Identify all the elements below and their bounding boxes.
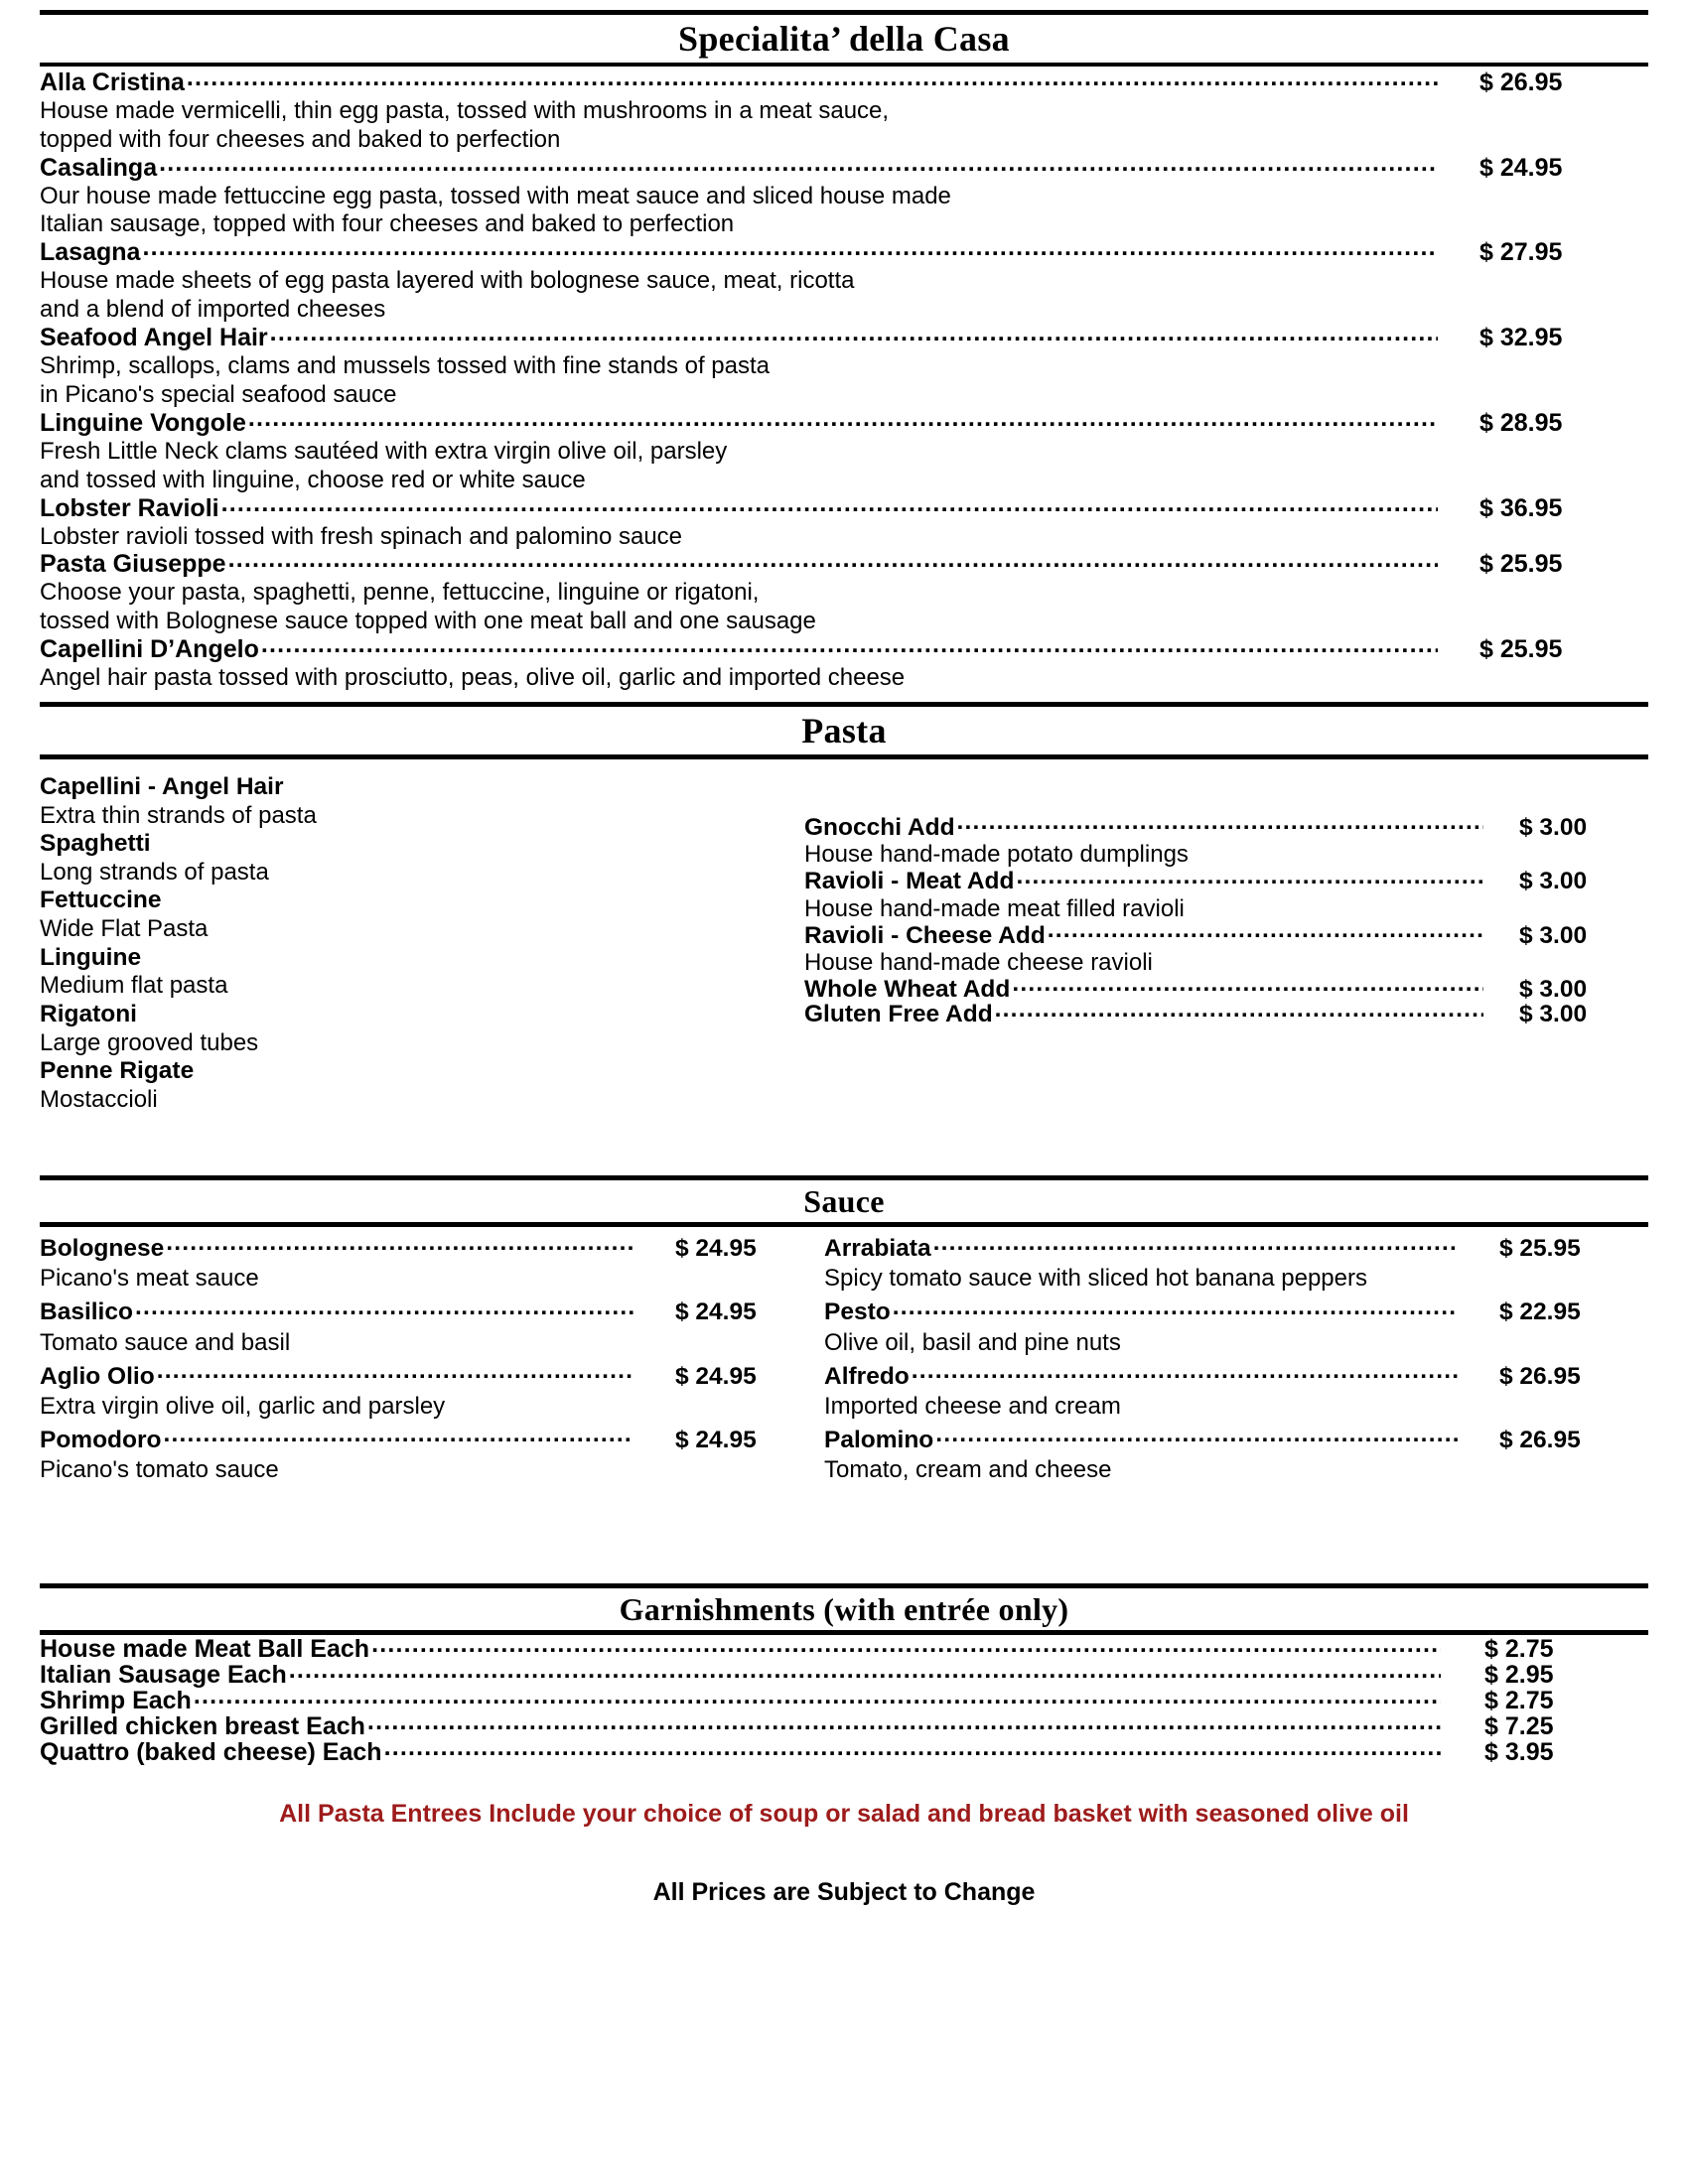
- item-price: $ 3.95: [1484, 1737, 1554, 1766]
- pasta-type-name: Capellini - Angel Hair: [40, 772, 284, 800]
- item-description-line: Extra virgin olive oil, garlic and parsley: [40, 1393, 446, 1420]
- sauce-item: [40, 1426, 824, 1484]
- addon-item: [804, 923, 1648, 977]
- item-header-row: [40, 1426, 824, 1453]
- item-price: $ 3.00: [1519, 921, 1588, 949]
- menu-item: [40, 68, 1648, 154]
- item-description-line: topped with four cheeses and baked to perfection: [40, 125, 561, 153]
- item-description-line: Tomato, cream and cheese: [824, 1456, 1112, 1484]
- item-price: $ 24.95: [675, 1234, 757, 1262]
- pasta-type-name: Spaghetti: [40, 830, 151, 858]
- item-header-row: [40, 154, 1648, 181]
- item-price: $ 3.00: [1519, 1001, 1588, 1028]
- item-header-row: [40, 68, 1648, 95]
- item-price: $ 26.95: [1479, 68, 1563, 96]
- item-header-row: [804, 1002, 1648, 1027]
- item-description-line: Shrimp, scallops, clams and mussels tossed with fine stands of pasta: [40, 352, 770, 380]
- dot-leader: [166, 1240, 633, 1256]
- garnishment-item: [40, 1686, 1648, 1714]
- dot-leader: [261, 641, 1438, 657]
- item-name: Pesto: [824, 1298, 891, 1326]
- item-description-line: Spicy tomato sauce with sliced hot banana peppers: [824, 1265, 1367, 1293]
- item-price: $ 25.95: [1479, 550, 1563, 579]
- item-name: Grilled chicken breast Each: [40, 1711, 365, 1740]
- dot-leader: [228, 556, 1438, 572]
- pasta-type: [40, 1057, 804, 1114]
- footer-note-prices: All Prices are Subject to Change: [652, 1877, 1036, 1906]
- dot-leader: [194, 1693, 1441, 1708]
- dot-leader: [187, 74, 1438, 90]
- item-name: Ravioli - Meat Add: [804, 868, 1015, 895]
- item-price: $ 2.75: [1484, 1634, 1554, 1663]
- dot-leader: [221, 500, 1438, 516]
- menu-item: [40, 550, 1648, 635]
- menu-item: [40, 635, 1648, 692]
- item-header-row: [40, 1737, 1648, 1766]
- item-description-line: Angel hair pasta tossed with prosciutto, peas, olive oil, garlic and imported cheese: [40, 664, 906, 692]
- pasta-type: [40, 830, 804, 887]
- garnishment-item: [40, 1634, 1648, 1663]
- item-header-row: [40, 1660, 1648, 1689]
- item-description-line: House made sheets of egg pasta layered with bolognese sauce, meat, ricotta: [40, 267, 855, 295]
- dot-leader: [1016, 873, 1483, 888]
- item-name: Shrimp Each: [40, 1686, 192, 1714]
- garnishment-item: [40, 1737, 1648, 1766]
- dot-leader: [1012, 981, 1483, 997]
- dot-leader: [1048, 927, 1483, 943]
- sauce-item: [824, 1300, 1648, 1356]
- item-name: Bolognese: [40, 1234, 165, 1262]
- pasta-type-name: Fettuccine: [40, 887, 162, 914]
- item-header-row: [824, 1426, 1648, 1453]
- item-header-row: [40, 1686, 1648, 1714]
- dot-leader: [159, 160, 1438, 176]
- item-price: $ 24.95: [1479, 153, 1563, 182]
- item-name: Whole Wheat Add: [804, 975, 1011, 1003]
- dot-leader: [371, 1641, 1441, 1657]
- item-name: Gnocchi Add: [804, 813, 955, 841]
- sauce-item: [40, 1234, 824, 1293]
- item-name: House made Meat Ball Each: [40, 1634, 370, 1663]
- section-title-sauce: Sauce: [803, 1183, 885, 1220]
- item-name: Alfredo: [824, 1362, 910, 1390]
- pasta-type: [40, 1001, 804, 1057]
- addon-item: [804, 977, 1648, 1003]
- dot-leader: [893, 1303, 1458, 1319]
- sauce-item: [824, 1362, 1648, 1421]
- item-name: Linguine Vongole: [40, 408, 246, 437]
- item-name: Quattro (baked cheese) Each: [40, 1737, 382, 1766]
- item-description-line: House made vermicelli, thin egg pasta, tossed with mushrooms in a meat sauce,: [40, 96, 890, 124]
- garnishment-item: [40, 1660, 1648, 1689]
- menu-item: [40, 154, 1648, 239]
- item-price: $ 25.95: [1499, 1234, 1581, 1262]
- item-description-line: Olive oil, basil and pine nuts: [824, 1328, 1121, 1356]
- sauce-list-left: [40, 1234, 824, 1493]
- spacer-before-sauce: [40, 1114, 1648, 1175]
- item-name: Palomino: [824, 1426, 934, 1453]
- item-price: $ 28.95: [1479, 408, 1563, 437]
- item-description-line: House hand-made meat filled ravioli: [804, 894, 1185, 922]
- item-header-row: [40, 409, 1648, 436]
- pasta-type-name: Linguine: [40, 943, 142, 971]
- dot-leader: [135, 1303, 633, 1319]
- item-description-line: Fresh Little Neck clams sautéed with extra virgin olive oil, parsley: [40, 437, 728, 465]
- item-description-line: Choose your pasta, spaghetti, penne, fettuccine, linguine or rigatoni,: [40, 579, 760, 607]
- section-title-specialita: Specialita’ della Casa: [678, 19, 1010, 59]
- item-description-line: Picano's meat sauce: [40, 1265, 259, 1293]
- pasta-columns: [40, 759, 1648, 1114]
- footer-note-included: All Pasta Entrees Include your choice of soup or salad and bread basket with seasoned olive oil: [279, 1799, 1409, 1828]
- item-header-row: [804, 815, 1648, 841]
- item-header-row: [40, 1362, 824, 1390]
- item-name: Gluten Free Add: [804, 1001, 993, 1028]
- dot-leader: [270, 330, 1438, 345]
- item-description-line: Our house made fettuccine egg pasta, tossed with meat sauce and sliced house made: [40, 182, 951, 209]
- pasta-type-desc: Mostaccioli: [40, 1085, 158, 1113]
- sauce-item: [40, 1300, 824, 1356]
- dot-leader: [248, 415, 1438, 431]
- dot-leader: [164, 1432, 634, 1447]
- item-name: Casalinga: [40, 153, 158, 182]
- pasta-type-desc: Wide Flat Pasta: [40, 915, 209, 943]
- item-header-row: [40, 1300, 824, 1325]
- garnishment-item: [40, 1711, 1648, 1740]
- pasta-type: [40, 773, 804, 830]
- dot-leader: [933, 1240, 1458, 1256]
- item-header-row: [40, 494, 1648, 521]
- dot-leader: [157, 1368, 633, 1384]
- item-name: Ravioli - Cheese Add: [804, 921, 1046, 949]
- item-description-line: in Picano's special seafood sauce: [40, 380, 397, 408]
- sauce-item: [824, 1234, 1648, 1293]
- sauce-columns: [40, 1227, 1648, 1493]
- item-header-row: [40, 238, 1648, 265]
- item-price: $ 24.95: [675, 1426, 757, 1453]
- pasta-type-desc: Extra thin strands of pasta: [40, 801, 317, 829]
- item-description-line: tossed with Bolognese sauce topped with one meat ball and one sausage: [40, 608, 816, 635]
- item-header-row: [824, 1234, 1648, 1262]
- item-price: $ 27.95: [1479, 238, 1563, 267]
- item-header-row: [804, 923, 1648, 949]
- section-title-pasta: Pasta: [801, 711, 887, 751]
- item-price: $ 36.95: [1479, 493, 1563, 522]
- addon-item: [804, 1002, 1648, 1027]
- item-header-row: [824, 1362, 1648, 1390]
- pasta-addon-list: [804, 759, 1648, 1027]
- item-name: Lasagna: [40, 238, 141, 267]
- dot-leader: [995, 1006, 1483, 1022]
- item-header-row: [40, 635, 1648, 662]
- item-price: $ 3.00: [1519, 868, 1588, 895]
- top-spacer: [40, 0, 1648, 10]
- item-name: Aglio Olio: [40, 1362, 155, 1390]
- addon-item: [804, 815, 1648, 869]
- dot-leader: [367, 1718, 1441, 1734]
- item-description-line: Tomato sauce and basil: [40, 1328, 291, 1356]
- item-description-line: Imported cheese and cream: [824, 1393, 1121, 1420]
- item-price: $ 26.95: [1499, 1362, 1581, 1390]
- item-price: $ 3.00: [1519, 813, 1588, 841]
- sauce-list-right: [824, 1234, 1648, 1493]
- item-name: Arrabiata: [824, 1234, 931, 1262]
- item-price: $ 3.00: [1519, 975, 1588, 1003]
- menu-item: [40, 409, 1648, 494]
- pasta-type-desc: Large grooved tubes: [40, 1028, 259, 1056]
- item-header-row: [40, 550, 1648, 577]
- item-header-row: [40, 1711, 1648, 1740]
- spacer-before-garnishments: [40, 1492, 1648, 1583]
- item-name: Basilico: [40, 1298, 133, 1326]
- spacer-before-pasta: [40, 692, 1648, 702]
- item-name: Alla Cristina: [40, 68, 185, 96]
- item-header-row: [824, 1300, 1648, 1325]
- pasta-type-name: Rigatoni: [40, 1000, 137, 1027]
- item-description-line: and tossed with linguine, choose red or white sauce: [40, 466, 586, 493]
- item-price: $ 26.95: [1499, 1426, 1581, 1453]
- menu-item: [40, 494, 1648, 551]
- dot-leader: [289, 1667, 1441, 1683]
- item-description-line: Italian sausage, topped with four cheeses and baked to perfection: [40, 210, 735, 238]
- item-price: $ 24.95: [675, 1362, 757, 1390]
- item-header-row: [804, 869, 1648, 894]
- item-name: Lobster Ravioli: [40, 493, 219, 522]
- menu-item: [40, 324, 1648, 409]
- item-price: $ 32.95: [1479, 324, 1563, 352]
- item-header-row: [40, 324, 1648, 350]
- item-name: Pomodoro: [40, 1426, 162, 1453]
- item-header-row: [40, 1634, 1648, 1663]
- dot-leader: [912, 1368, 1458, 1384]
- dot-leader: [957, 819, 1483, 835]
- pasta-type-desc: Medium flat pasta: [40, 972, 228, 1000]
- item-description-line: and a blend of imported cheeses: [40, 296, 386, 324]
- section-title-garnishments: Garnishments (with entrée only): [619, 1591, 1069, 1628]
- item-description-line: Picano's tomato sauce: [40, 1456, 279, 1484]
- item-price: $ 2.75: [1484, 1686, 1554, 1714]
- menu-item: [40, 238, 1648, 324]
- sauce-item: [824, 1426, 1648, 1484]
- item-header-row: [40, 1234, 824, 1262]
- dot-leader: [142, 244, 1438, 260]
- item-price: $ 2.95: [1484, 1660, 1554, 1689]
- pasta-type: [40, 944, 804, 1001]
- pasta-type-desc: Long strands of pasta: [40, 858, 269, 886]
- pasta-type: [40, 887, 804, 943]
- dot-leader: [935, 1432, 1458, 1447]
- sauce-item: [40, 1362, 824, 1421]
- item-name: Seafood Angel Hair: [40, 324, 268, 352]
- item-header-row: [804, 977, 1648, 1003]
- item-name: Pasta Giuseppe: [40, 550, 226, 579]
- garnishment-item-list: [40, 1635, 1648, 1765]
- pasta-type-list: [40, 759, 804, 1114]
- item-price: $ 24.95: [675, 1298, 757, 1326]
- item-name: Capellini D’Angelo: [40, 635, 259, 664]
- specialita-item-list: [40, 67, 1648, 692]
- item-price: $ 7.25: [1484, 1711, 1554, 1740]
- pasta-type-name: Penne Rigate: [40, 1056, 195, 1084]
- item-description-line: House hand-made potato dumplings: [804, 841, 1189, 869]
- item-description-line: Lobster ravioli tossed with fresh spinach and palomino sauce: [40, 522, 683, 550]
- item-description-line: House hand-made cheese ravioli: [804, 949, 1153, 977]
- item-name: Italian Sausage Each: [40, 1660, 287, 1689]
- dot-leader: [384, 1744, 1441, 1760]
- addon-item: [804, 869, 1648, 922]
- item-price: $ 22.95: [1499, 1298, 1581, 1326]
- item-price: $ 25.95: [1479, 635, 1563, 664]
